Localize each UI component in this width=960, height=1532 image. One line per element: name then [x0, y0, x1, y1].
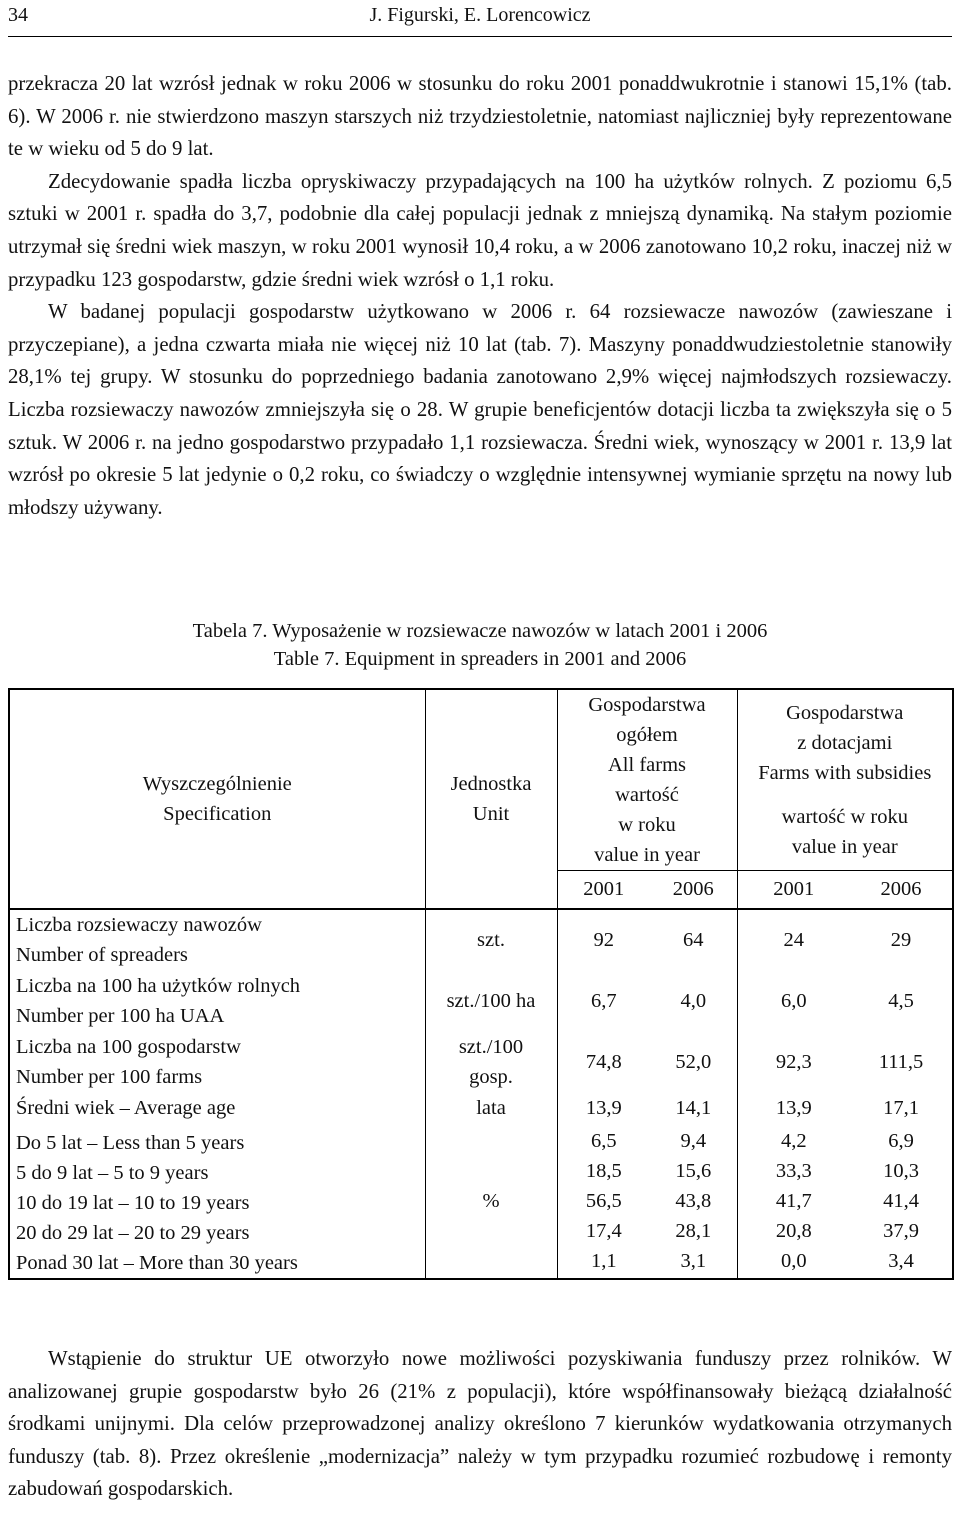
row-label: Średni wiek – Average age [9, 1092, 425, 1124]
age-sub-2001 [737, 1124, 850, 1279]
spec-header-pl: Wyszczególnienie [142, 772, 292, 795]
age-group-label: 20 do 29 lat – 20 to 29 years [16, 1221, 250, 1244]
subsidy-value-label: wartość w roku [781, 806, 908, 828]
paragraph: W badanej populacji gospodarstw użytkowano w 2006 r. 64 rozsiewacze nawozów (zawieszane i przyczepiane), a jedna czwarta miała nie więcej niż 10 lat (tab. 7). Maszyny ponaddwudziestoletnie stanowiły 28,1% tej grupy. W stosunku do poprzedniego badania zanotowano 2,9% więcej najmłodszych rozsiewaczy. Liczba rozsiewaczy nawozów zmniejszyła się o 28. W grupie beneficjentów dotacji liczba ta zwiększyła się o 5 sztuk. W 2006 r. na jedno gospodarstwo przypadało 1,1 rozsiewacza. Średni wiek, wynoszący w 2001 r. 13,9 lat wzrósł po okresie 5 lat jedynie o 0,2 roku, co świadczy o względnie intensywnej wymianie sprzętu na nowy lub młodszy używany. [8, 300, 952, 519]
cell-value: 14,1 [650, 1092, 737, 1124]
row-label-en: Number per 100 farms [16, 1065, 203, 1088]
cell-value: 24 [783, 928, 805, 951]
spacer [744, 788, 947, 802]
table-caption [0, 617, 960, 673]
cell-value: 92 [557, 909, 650, 970]
cell-value: 28,1 [675, 1219, 712, 1242]
cell-value: 20,8 [775, 1219, 812, 1242]
cell-value: 41,7 [775, 1189, 812, 1212]
cell-value: 52,0 [650, 1032, 737, 1092]
age-sub-2006 [850, 1124, 953, 1279]
subsidy-header-line: z dotacjami [797, 732, 893, 754]
all-farms-header-line: All farms [608, 754, 686, 776]
all-farms-header-line: ogółem [616, 724, 678, 746]
row-unit-line: gosp. [469, 1065, 513, 1088]
age-group-label: 5 do 9 lat – 5 to 9 years [16, 1161, 209, 1184]
cell-value: 37,9 [883, 1219, 919, 1242]
body-text-top [8, 68, 952, 524]
row-label-en: Number of spreaders [16, 943, 188, 966]
row-label [9, 909, 425, 970]
paragraph: Wstąpienie do struktur UE otworzyło nowe możliwości pozyskiwania funduszy przez rolników. W analizowanej grupie gospodarstw było 26 (21% z populacji), które współfinansowały bieżącą działalność środkami unijnymi. Dla celów przeprowadzonej analizy określono 7 kierunków wydatkowania otrzymanych funduszy (tab. 8). Przez określenie „modernizacja” należy w tym przypadku rozumieć rozbudowę i remonty zabudowań gospodarskich. [8, 1347, 952, 1501]
spec-header [9, 689, 425, 909]
cell-value: 4,2 [780, 1129, 807, 1152]
unit-header-pl: Jednostka [450, 772, 532, 795]
table-caption-en: Table 7. Equipment in spreaders in 2001 and 2006 [273, 648, 687, 670]
cell-value: 6,9 [888, 1129, 914, 1152]
row-label-en: Number per 100 ha UAA [16, 1004, 225, 1027]
cell-value: 64 [650, 909, 737, 970]
cell-value: 29 [850, 909, 953, 970]
row-label-pl: Liczba rozsiewaczy nawozów [16, 913, 262, 936]
cell-value: 17,1 [850, 1092, 953, 1124]
cell-value: 74,8 [557, 1032, 650, 1092]
age-group-label: 10 do 19 lat – 10 to 19 years [16, 1191, 250, 1214]
cell-value: 43,8 [675, 1189, 712, 1212]
subsidy-header-line: Farms with subsidies [758, 762, 932, 784]
cell-value: 0,0 [780, 1249, 807, 1272]
year-header: 2006 [850, 871, 953, 909]
unit-header [425, 689, 557, 909]
row-label-pl: Liczba na 100 ha użytków rolnych [16, 974, 301, 997]
cell-value: 13,9 [775, 1096, 812, 1119]
age-group-labels [9, 1124, 425, 1279]
all-value-label: wartość [615, 784, 679, 806]
all-farms-header-line: Gospodarstwa [588, 694, 706, 716]
subsidy-value-label: value in year [791, 836, 898, 858]
cell-value: 41,4 [883, 1189, 919, 1212]
row-unit [425, 1032, 557, 1092]
paragraph: Zdecydowanie spadła liczba opryskiwaczy przypadających na 100 ha użytków rolnych. Z poziomu 6,5 sztuki w 2001 r. spadła do 3,7, podobnie dla całej populacji jednak z mniejszą dynamiką. Na stałym poziomie utrzymał się średni wiek maszyn, w roku 2001 wynosił 10,4 roku, a w 2006 zanotowano 10,2 roku, inaczej niż w przypadku 123 gospodarstw, gdzie średni wiek wzrósł o 1,1 roku. [8, 169, 952, 291]
year-header: 2001 [557, 871, 650, 909]
all-farms-header [557, 689, 737, 871]
cell-value: 6,7 [557, 970, 650, 1032]
age-group-label: Do 5 lat – Less than 5 years [16, 1131, 245, 1154]
row-unit: szt. [425, 909, 557, 970]
cell-value: 15,6 [675, 1159, 712, 1182]
cell-value: 56,5 [585, 1189, 622, 1212]
cell-value: 17,4 [585, 1219, 622, 1242]
cell-value: 111,5 [850, 1032, 953, 1092]
cell-value: 33,3 [775, 1159, 812, 1182]
cell-value: 13,9 [557, 1092, 650, 1124]
row-unit-line: szt./100 [458, 1035, 524, 1058]
age-group-label: Ponad 30 lat – More than 30 years [16, 1251, 298, 1274]
row-unit: lata [425, 1092, 557, 1124]
age-all-2001 [557, 1124, 650, 1279]
subsidy-farms-header [737, 689, 953, 871]
running-authors: J. Figurski, E. Lorencowicz [369, 4, 591, 26]
cell-value: 4,0 [650, 970, 737, 1032]
subsidy-header-line: Gospodarstwa [786, 702, 904, 724]
year-header: 2006 [650, 871, 737, 909]
spec-header-en: Specification [163, 802, 272, 825]
row-label [9, 970, 425, 1032]
cell-value: 10,3 [883, 1159, 919, 1182]
cell-value: 6,0 [780, 989, 807, 1012]
all-value-label: w roku [618, 814, 676, 836]
row-unit: szt./100 ha [425, 970, 557, 1032]
row-label-pl: Liczba na 100 gospodarstw [16, 1035, 241, 1058]
cell-value: 1,1 [590, 1249, 617, 1272]
age-all-2006 [650, 1124, 737, 1279]
cell-value: 3,1 [680, 1249, 707, 1272]
all-value-label: value in year [594, 844, 700, 866]
age-group-unit: % [425, 1124, 557, 1279]
year-header: 2001 [737, 871, 850, 909]
spreaders-table [8, 688, 954, 1280]
unit-header-en: Unit [472, 802, 510, 825]
body-text-bottom [8, 1343, 952, 1506]
paragraph: przekracza 20 lat wzrósł jednak w roku 2006 w stosunku do roku 2001 ponaddwukrotnie i stanowi 15,1% (tab. 6). W 2006 r. nie stwierdzono maszyn starszych niż trzydziestoletnie, natomiast najliczniej były reprezentowane te w wieku od 5 do 9 lat. [8, 72, 952, 161]
cell-value: 92,3 [775, 1050, 812, 1073]
cell-value: 9,4 [680, 1129, 707, 1152]
cell-value: 4,5 [850, 970, 953, 1032]
page-number: 34 [8, 4, 28, 26]
page-header [8, 0, 952, 37]
table-caption-pl: Tabela 7. Wyposażenie w rozsiewacze nawozów w latach 2001 i 2006 [192, 620, 768, 642]
cell-value: 18,5 [585, 1159, 622, 1182]
cell-value: 6,5 [590, 1129, 617, 1152]
cell-value: 3,4 [888, 1249, 914, 1272]
row-label [9, 1032, 425, 1092]
